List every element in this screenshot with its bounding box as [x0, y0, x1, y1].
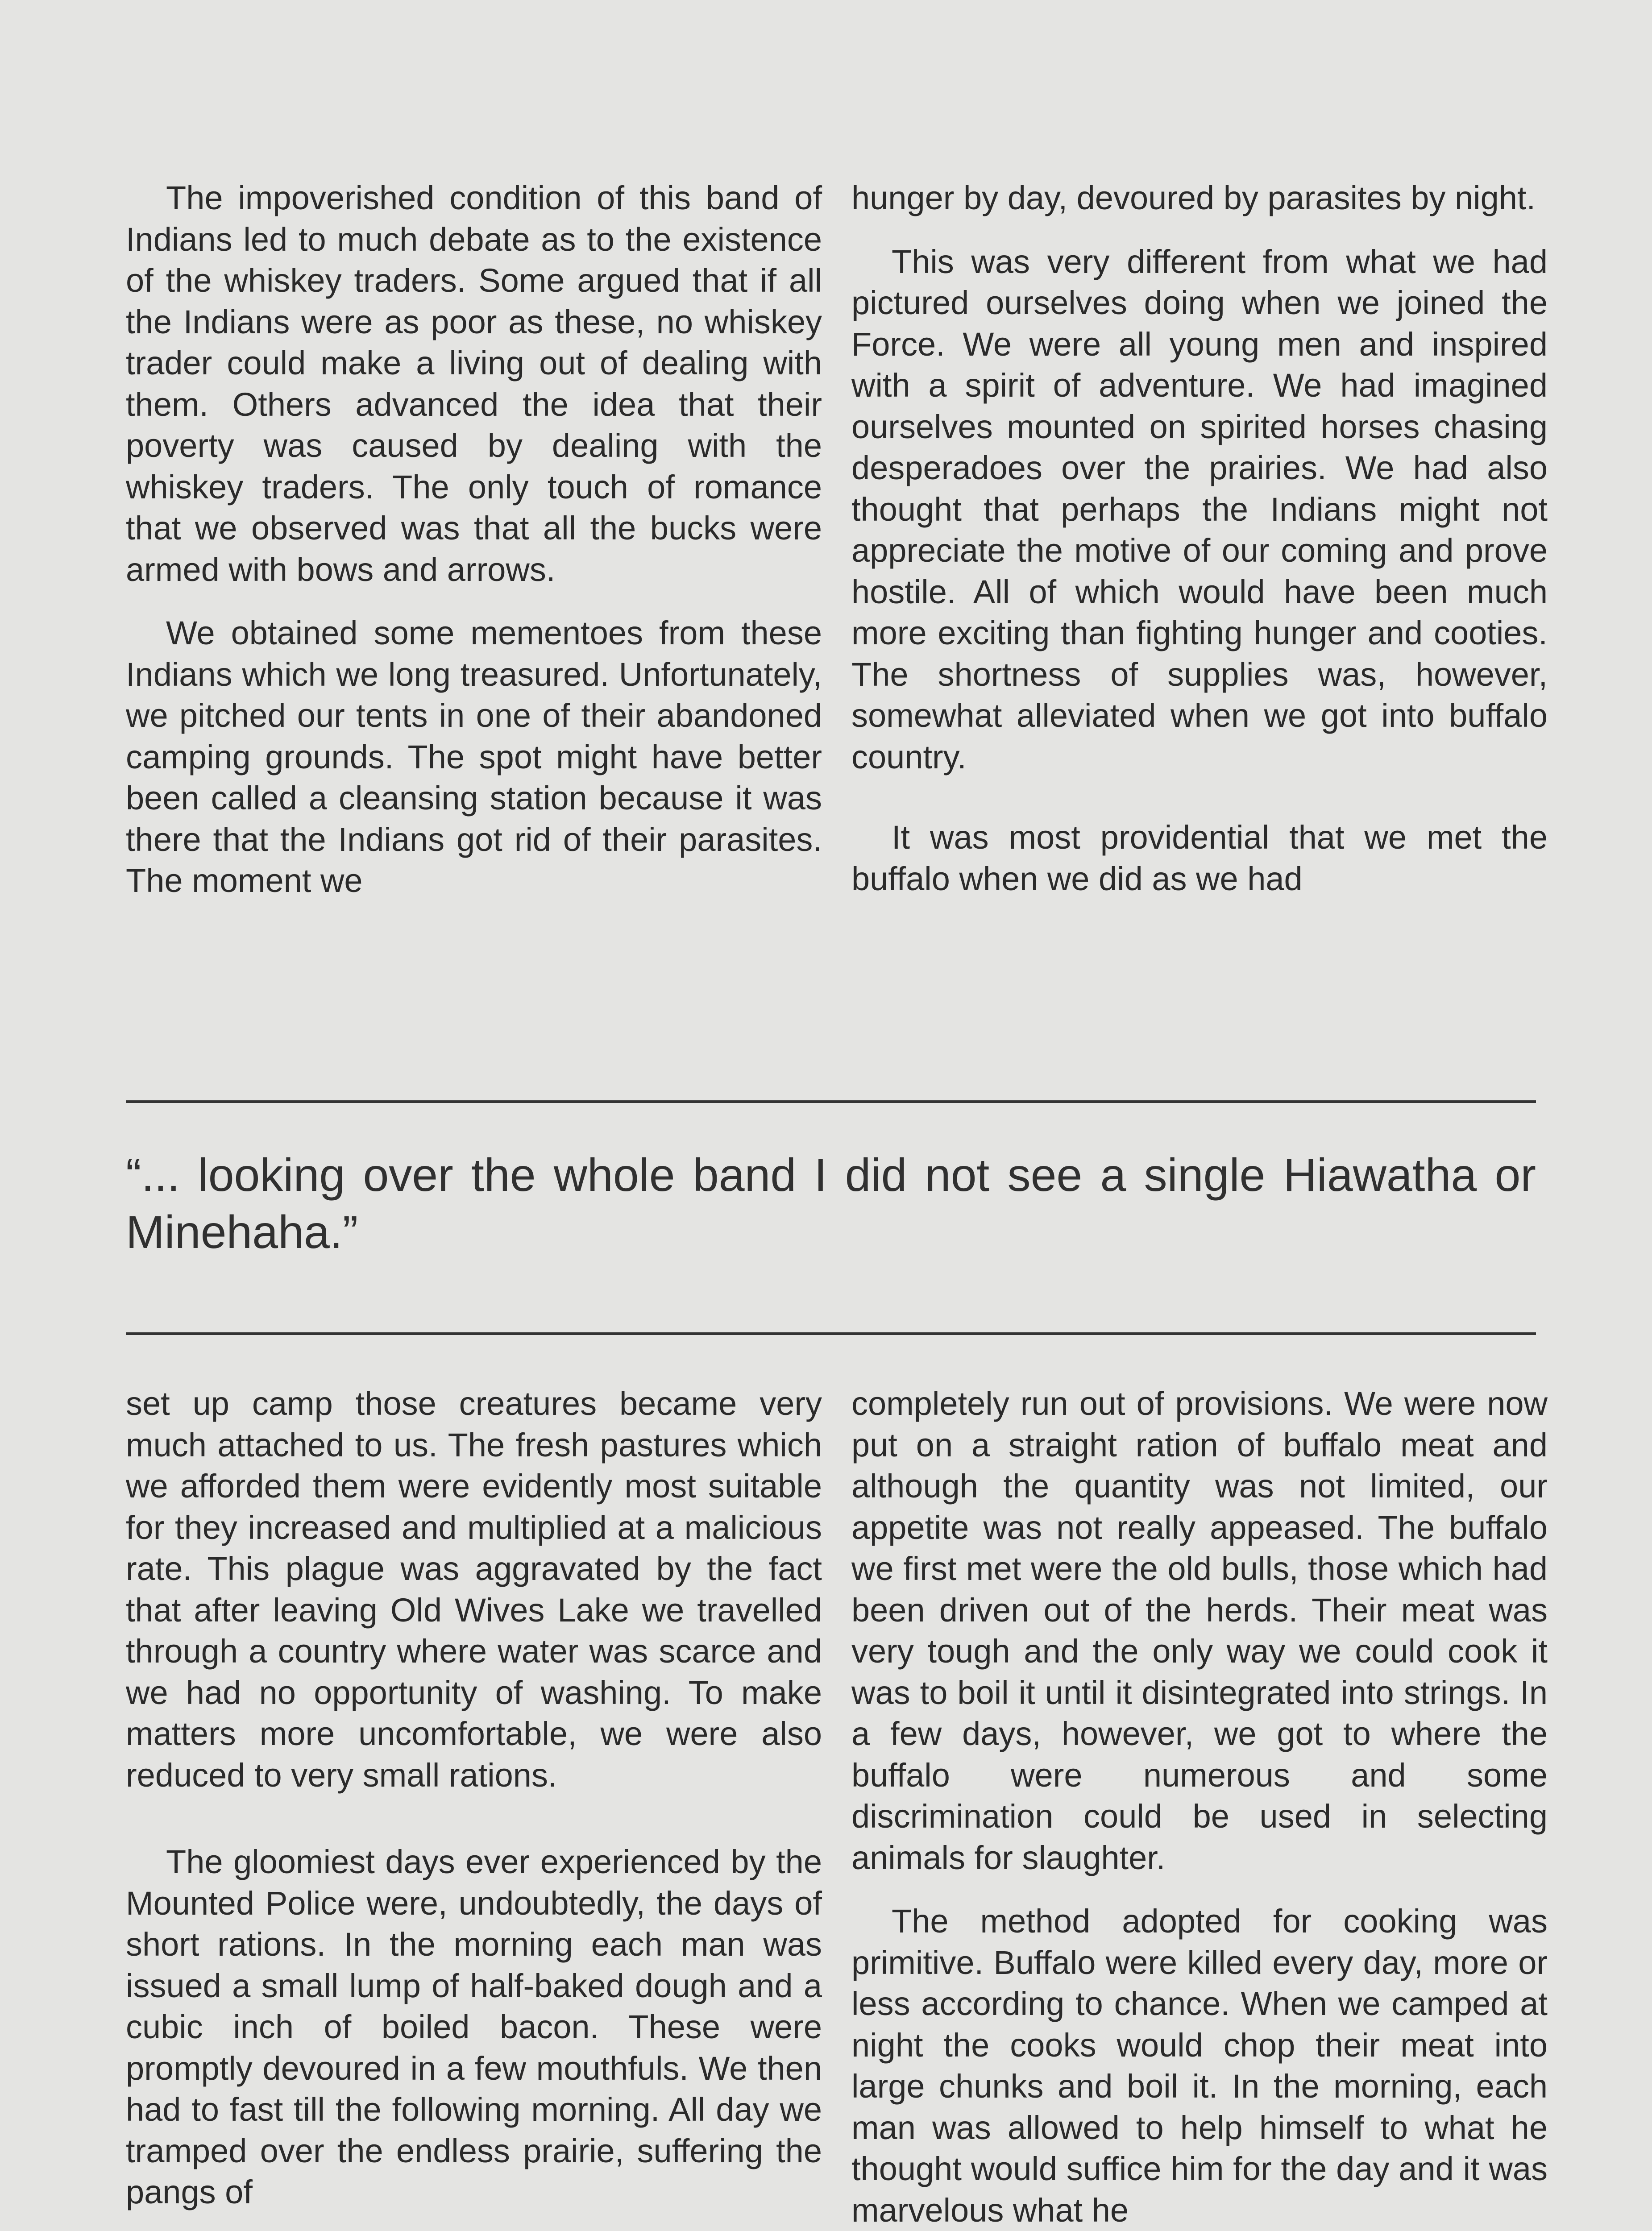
paragraph: set up camp those creatures became very much attached to us. The fresh pastures which we afforded them were evidently most suitable for they increased and multiplied at a malicious rate. This plague was aggravated by the fact that after leaving Old Wives Lake we travelled through a country where water was scarce and we had no opportunity of washing. To make matters more uncomfortable, we were also reduced to very small rations. — [126, 1385, 822, 1794]
paragraph: We obtained some mementoes from these Indians which we long treasured. Unfortunately, we pitched our tents in one of their abandoned camping grounds. The spot might have better been called a cleansing station because it was there that the Indians got rid of their parasites. The moment we — [126, 614, 822, 899]
paragraph: This was very different from what we had pictured ourselves doing when we joined the Force. We were all young men and inspired with a spirit of adventure. We had imagined ourselves mounted on spirited horses chasing desperadoes over the prairies. We had also thought that perhaps the Indians might not appreciate the motive of our coming and prove hostile. All of which would have been much more exciting than fighting hunger and cooties. The shortness of supplies was, however, somewhat alleviated when we got into buffalo country. — [851, 243, 1548, 775]
paragraph: completely run out of provisions. We were now put on a straight ration of buffalo meat and although the quantity was not limited, our appetite was not really appeased. The buffalo we first met were the old bulls, those which had been driven out of the herds. Their meat was very tough and the only way we could cook it was to boil it until it disintegrated into strings. In a few days, however, we got to where the buffalo were numerous and some discrimination could be used in selecting animals for slaughter. — [851, 1385, 1548, 1876]
paragraph: hunger by day, devoured by parasites by night. — [851, 179, 1536, 216]
paragraph: The method adopted for cooking was primitive. Buffalo were killed every day, more or less according to chance. When we camped at night the cooks would chop their meat into large chunks and boil it. In the morning, each man was allowed to help himself to what he thought would suffice him for the day and it was marvelous what he — [851, 1903, 1548, 2229]
paragraph: The gloomiest days ever experienced by the Mounted Police were, undoubtedly, the days of short rations. In the morning each man was issued a small lump of half-baked dough and a cubic inch of boiled bacon. These were promptly devoured in a few mouthfuls. We then had to fast till the following morning. All day we tramped over the endless prairie, suffering the pangs of — [126, 1843, 822, 2210]
paragraph: The impoverished condition of this band of Indians led to much debate as to the existence of the whiskey traders. Some argued that if all the Indians were as poor as these, no whiskey trader could make a living out of dealing with them. Others advanced the idea that their poverty was caused by dealing with the whiskey traders. The only touch of romance that we observed was that all the bucks were armed with bows and arrows. — [126, 179, 822, 588]
paragraph: It was most providential that we met the buffalo when we did as we had — [851, 819, 1548, 897]
pull-quote: “... looking over the whole band I did not see a single Hiawatha or Minehaha.” — [126, 1149, 1536, 1258]
top-left-column — [126, 178, 822, 902]
bottom-left-column — [126, 1383, 822, 2213]
pull-quote-top-rule — [126, 1100, 1536, 1103]
bottom-right-column — [851, 1383, 1548, 2231]
pull-quote-bottom-rule — [126, 1332, 1536, 1335]
top-right-column — [851, 178, 1548, 900]
